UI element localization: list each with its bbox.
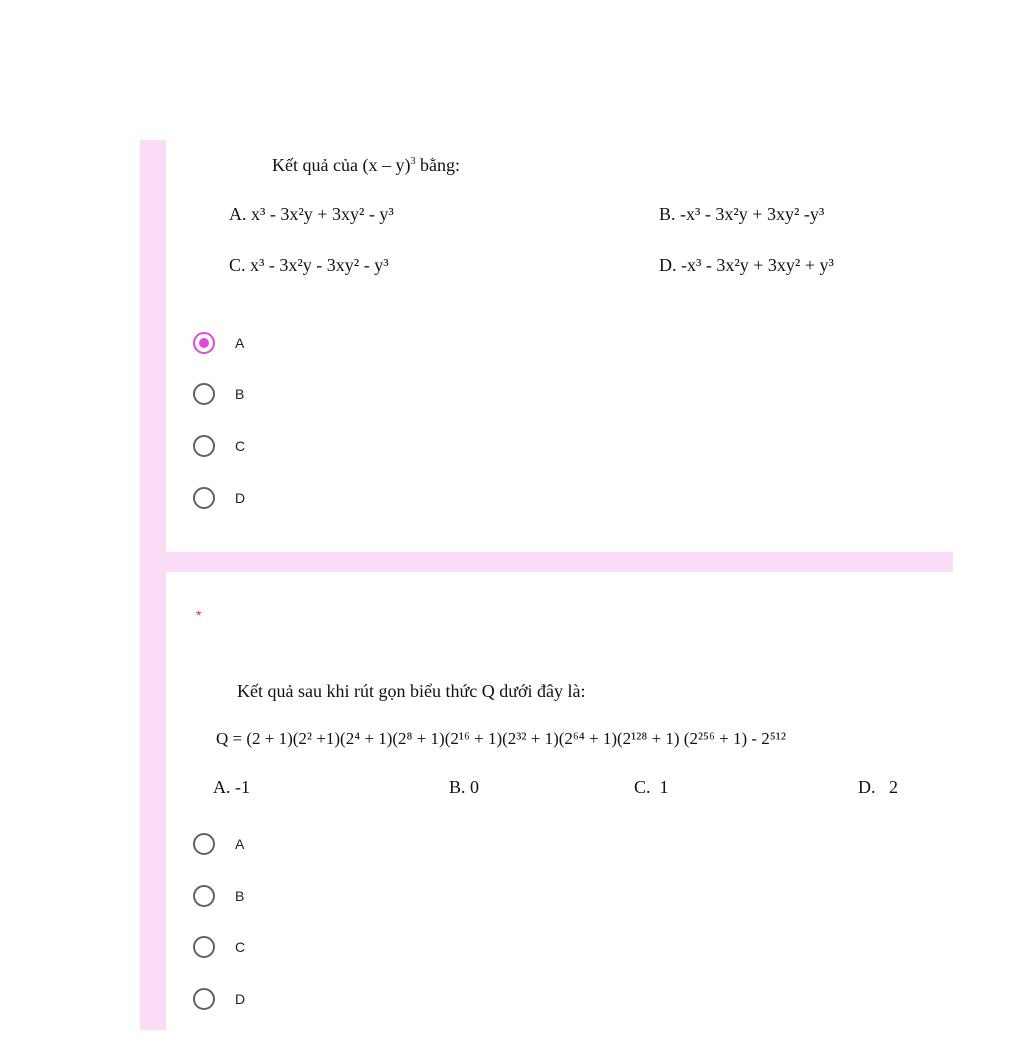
q1-choice-d: D. -x³ - 3x²y + 3xy² + y³	[659, 255, 834, 275]
q1-choice-c-text: x³ - 3x²y - 3xy² - y³	[250, 255, 389, 275]
q2-option-c[interactable]	[193, 934, 245, 960]
q2-option-a[interactable]	[193, 831, 244, 857]
q2-option-label: B	[235, 888, 245, 904]
q2-choice-b: B. 0	[449, 777, 480, 797]
q2-choice-c: C. 1	[634, 777, 669, 797]
q1-radio-a-checked-icon[interactable]	[193, 332, 215, 354]
q1-option-label: B	[235, 386, 245, 402]
question-card-2	[166, 572, 953, 1030]
q2-option-label: A	[235, 836, 245, 852]
q1-choice-c: C. x³ - 3x²y - 3xy² - y³	[229, 255, 389, 275]
q1-option-c[interactable]	[193, 433, 245, 459]
q1-option-label: A	[235, 335, 245, 351]
question-card-1	[166, 140, 953, 552]
q1-radio-d-icon[interactable]	[193, 487, 215, 509]
card-separator	[140, 552, 953, 572]
q2-option-d[interactable]	[193, 986, 245, 1012]
card-accent-rail	[140, 140, 166, 1030]
q2-option-b[interactable]	[193, 883, 244, 909]
q1-stem: Kết quả của (x – y)$^3$ bằng:	[272, 155, 460, 175]
q1-choice-d-text: -x³ - 3x²y + 3xy² + y³	[681, 255, 834, 275]
q1-radio-b-icon[interactable]	[193, 383, 215, 405]
q1-choice-b-text: -x³ - 3x²y + 3xy² -y³	[680, 204, 825, 224]
q1-option-b[interactable]	[193, 381, 244, 407]
q2-choice-a: A. -1	[213, 777, 250, 797]
q2-radio-b-icon[interactable]	[193, 885, 215, 907]
q2-option-label: C	[235, 939, 246, 955]
q1-option-label: D	[235, 490, 246, 506]
q1-option-a[interactable]	[193, 330, 244, 356]
q1-choice-a: A. x³ - 3x²y + 3xy² - y³	[229, 204, 394, 224]
q1-option-label: C	[235, 438, 246, 454]
q2-choice-d: D. 2	[858, 777, 898, 797]
q2-radio-d-icon[interactable]	[193, 988, 215, 1010]
q1-choice-b: B. -x³ - 3x²y + 3xy² -y³	[659, 204, 825, 224]
q2-radio-a-icon[interactable]	[193, 833, 215, 855]
q1-choice-a-text: x³ - 3x²y + 3xy² - y³	[251, 204, 394, 224]
q1-option-d[interactable]	[193, 485, 245, 511]
required-asterisk: *	[196, 607, 202, 623]
q1-radio-c-icon[interactable]	[193, 435, 215, 457]
q2-option-label: D	[235, 991, 246, 1007]
q2-stem: Kết quả sau khi rút gọn biểu thức Q dưới đây là:	[237, 681, 586, 701]
q2-radio-c-icon[interactable]	[193, 936, 215, 958]
q2-formula: Q = (2 + 1)(2² +1)(2⁴ + 1)(2⁸ + 1)(2¹⁶ + 1)(2³² + 1)(2⁶⁴ + 1)(2¹²⁸ + 1) (2²⁵⁶ + 1) - 2⁵¹²	[216, 729, 786, 748]
